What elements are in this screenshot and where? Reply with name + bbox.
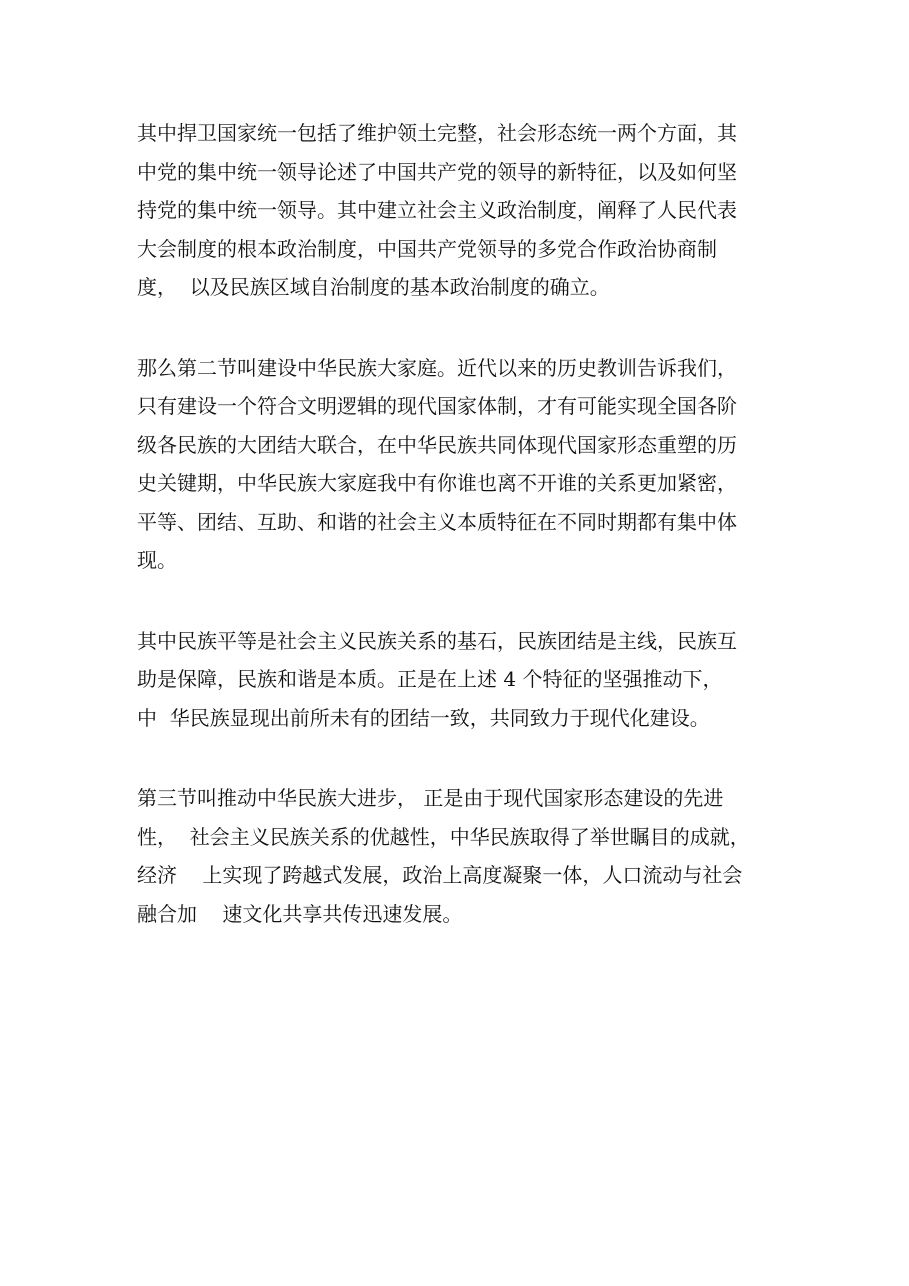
text-line: 中 华民族显现出前所未有的团结一致，共同致力于现代化建设。 [137, 705, 710, 730]
text-line: 中党的集中统一领导论述了中国共产党的领导的新特征，以及如何坚 [137, 159, 737, 184]
text-line: 第三节叫推动中华民族大进步， 正是由于现代国家形态建设的先进 [137, 786, 724, 810]
paragraph-3 [137, 622, 797, 738]
text-line: 只有建设一个符合文明逻辑的现代国家体制，才有可能实现全国各阶 [137, 394, 737, 418]
text-line: 性， 社会主义民族关系的优越性，中华民族取得了举世瞩目的成就， [137, 824, 750, 849]
text-line: 其中捍卫国家统一包括了维护领土完整，社会形态统一两个方面，其 [137, 121, 737, 145]
text-line: 度， 以及民族区域自治制度的基本政治制度的确立。 [137, 275, 610, 299]
text-line: 史关键期，中华民族大家庭我中有你谁也离不开谁的关系更加紧密， [137, 471, 737, 495]
text-line: 现。 [137, 548, 177, 572]
text-line: 那么第二节叫建设中华民族大家庭。近代以来的历史教训告诉我们， [137, 355, 737, 380]
paragraph-2 [137, 349, 797, 580]
text-line: 助是保障，民族和谐是本质。正是在上述 4 个特征的坚强推动下， [137, 667, 723, 691]
paragraph-spacer [137, 580, 797, 622]
document-body [137, 114, 797, 933]
text-line: 经济 上实现了跨越式发展，政治上高度凝聚一体，人口流动与社会 [137, 863, 743, 887]
paragraph-spacer [137, 307, 797, 349]
paragraph-4 [137, 779, 797, 933]
paragraph-1 [137, 114, 797, 307]
paragraph-spacer [137, 737, 797, 779]
text-line: 其中民族平等是社会主义民族关系的基石，民族团结是主线，民族互 [137, 628, 737, 653]
text-line: 级各民族的大团结大联合，在中华民族共同体现代国家形态重塑的历 [137, 432, 737, 457]
text-line: 持党的集中统一领导。其中建立社会主义政治制度，阐释了人民代表 [137, 198, 737, 222]
text-line: 融合加 速文化共享共传迅速发展。 [137, 901, 463, 926]
text-line: 平等、团结、互助、和谐的社会主义本质特征在不同时期都有集中体 [137, 509, 737, 534]
text-line: 大会制度的根本政治制度，中国共产党领导的多党合作政治协商制 [137, 236, 717, 261]
